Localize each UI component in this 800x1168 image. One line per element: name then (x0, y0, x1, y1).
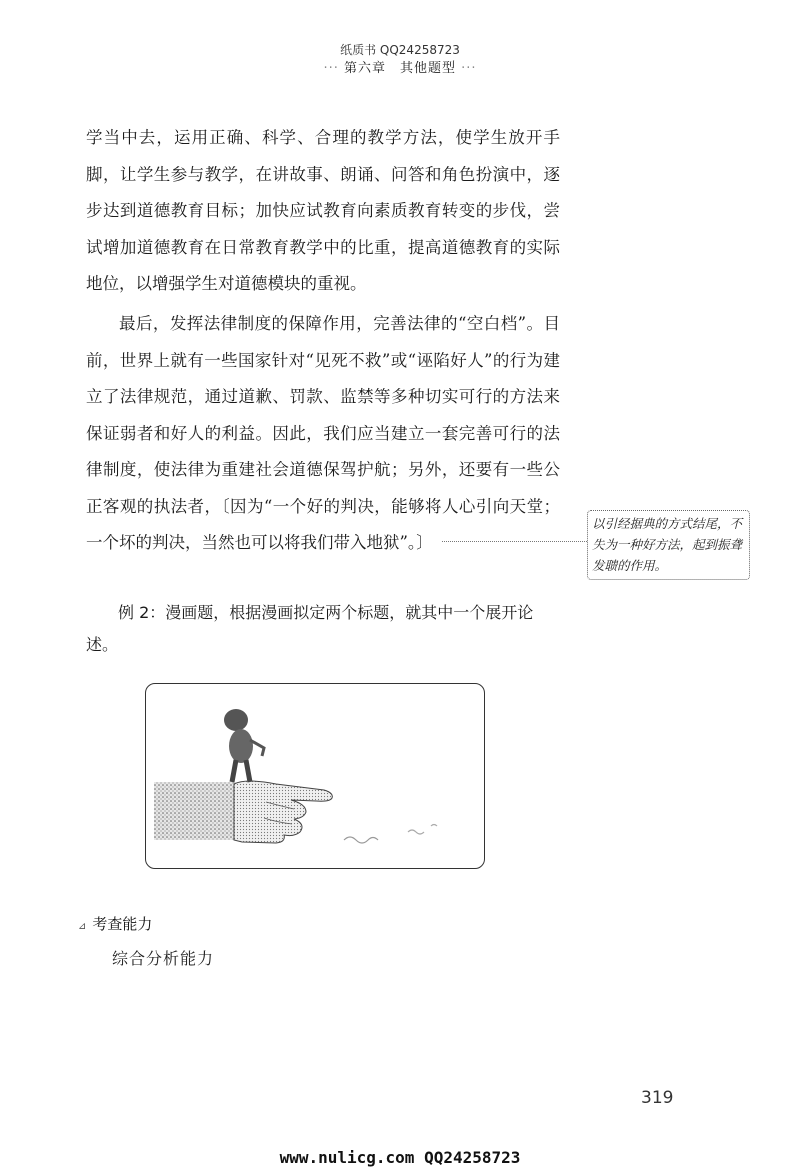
section-marker-icon: ⊿ (78, 921, 87, 932)
hand-shape (234, 781, 332, 843)
chapter-title: 第六章 其他题型 (343, 61, 456, 76)
quote-bracket-close: 〕 (416, 533, 433, 552)
figure-legs (232, 760, 250, 782)
paragraph-2-quote: 因为“一个好的判决，能够将人心引向天堂；一个坏的判决，当然也可以将我们带入地狱”。 (86, 496, 560, 552)
margin-annotation: 以引经据典的方式结尾，不失为一种好方法，起到振聋发聩的作用。 (587, 510, 750, 580)
scribble-3 (431, 825, 437, 827)
paragraph-1: 学当中去，运用正确、科学、合理的教学方法，使学生放开手脚，让学生参与教学，在讲故事、朗诵、问答和角色扮演中，逐步达到道德教育目标；加快应试教育向素质教育转变的步伐，尝试增加道德教育在日常教育教学中的比重，提高道德教育的实际地位，以增强学生对道德模块的重视。 (86, 128, 560, 293)
sleeve-shape (154, 782, 236, 840)
annotation-leader-line (442, 541, 587, 542)
section-content: 综合分析能力 (112, 949, 215, 968)
quote-bracket-open: 〔 (221, 496, 231, 516)
chapter-header (0, 57, 800, 76)
scribble-2 (408, 830, 424, 834)
header-dots-right: ··· (461, 61, 477, 76)
paragraph-2-main: 最后，发挥法律制度的保障作用，完善法律的“空白档”。目前，世界上就有一些国家针对“见死不救”或“诬陷好人”的行为建立了法律规范，通过道歉、罚款、监禁等多种切实可行的方法来保证弱者和好人的利益。因此，我们应当建立一套完善可行的法律制度，使法律为重建社会道德保驾护航；另外，还要有一些公正客观的执法者， (86, 314, 560, 516)
header-dots-left: ··· (323, 61, 339, 76)
figure-head (224, 709, 248, 731)
paragraph-2 (86, 306, 560, 562)
bottom-watermark: www.nulicg.com QQ24258723 (279, 1148, 521, 1167)
cartoon-illustration (145, 683, 485, 869)
section-heading (78, 913, 152, 934)
top-watermark: 纸质书 QQ24258723 (340, 43, 460, 57)
section-heading-text: 考查能力 (92, 915, 153, 933)
figure-body (229, 729, 253, 763)
example-2-prompt: 例 2：漫画题，根据漫画拟定两个标题，就其中一个展开论述。 (86, 603, 534, 654)
cartoon-drawing (146, 684, 485, 869)
page-number: 319 (641, 1088, 674, 1108)
scribble-1 (344, 837, 378, 843)
